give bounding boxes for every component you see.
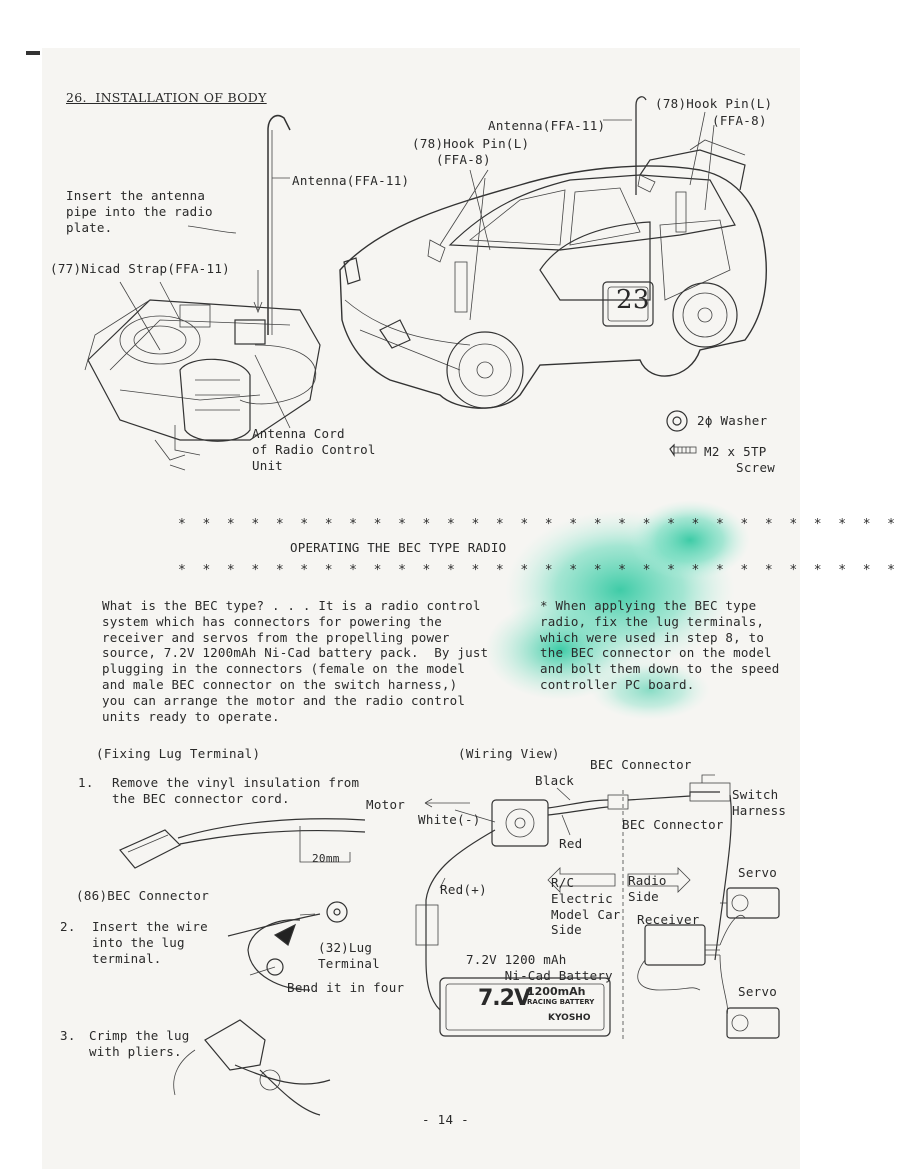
battery-voltage: 7.2V	[478, 986, 530, 1011]
label-screw: Screw	[736, 460, 776, 475]
label-switch-harness: Switch Harness	[732, 787, 787, 818]
step-2-number: 2.	[60, 919, 76, 934]
note-insert-antenna: Insert the antenna pipe into the radio plate.	[66, 188, 213, 235]
strip-length: 20mm	[312, 852, 340, 865]
label-servo-top: Servo	[738, 865, 778, 880]
label-antenna-top: Antenna(FFA-11)	[488, 118, 606, 133]
label-bec-connector-mid: BEC Connector	[622, 817, 724, 832]
car-body-drawing	[340, 97, 766, 408]
label-screw-size: M2 x 5TP	[704, 444, 767, 459]
bec-note: * When applying the BEC type radio, fix the lug terminals, which were used in step 8, to the BEC connector on the model and bolt them down to the speed controller PC board.	[540, 598, 780, 692]
label-antenna-cord: Antenna Cord of Radio Control Unit	[252, 426, 376, 473]
label-washer: 2ϕ Washer	[697, 413, 768, 428]
label-hook-pin-right-part: (FFA-8)	[712, 113, 767, 128]
bec-heading: OPERATING THE BEC TYPE RADIO	[290, 540, 507, 555]
bec-explanation: What is the BEC type? . . . It is a radio control system which has connectors for powering the receiver and servos from the propelling power source, 7.2V 1200mAh Ni-Cad battery pack. By just plugging in the connectors (female on the model and male BEC connector on the switch harness,) you can arrange the motor and the radio control units ready to operate.	[102, 598, 489, 724]
chassis-drawing	[85, 116, 320, 470]
lug-heading: (Fixing Lug Terminal)	[96, 746, 261, 761]
step-2-text: Insert the wire into the lug terminal.	[92, 919, 208, 966]
label-motor: Motor	[366, 797, 406, 812]
label-hook-pin-right: (78)Hook Pin(L)	[655, 96, 773, 111]
step-3-number: 3.	[60, 1028, 76, 1043]
step-1-number: 1.	[78, 775, 94, 790]
label-white: White(-)	[418, 812, 481, 827]
star-divider-top: * * * * * * * * * * * * * * * * * * * * * * * * * * * * * *	[178, 517, 899, 532]
label-hook-pin-left: (78)Hook Pin(L)	[412, 136, 530, 151]
label-radio-side: Radio Side	[628, 873, 667, 904]
step-1-text: Remove the vinyl insulation from the BEC connector cord.	[112, 775, 360, 806]
car-number: 23	[616, 285, 650, 315]
label-red-plus: Red(+)	[440, 882, 487, 897]
label-bec-connector-86: (86)BEC Connector	[76, 888, 210, 903]
section-title: 26. INSTALLATION OF BODY	[66, 90, 267, 105]
label-hook-pin-left-part: (FFA-8)	[436, 152, 491, 167]
label-bend: Bend it in four	[287, 980, 405, 995]
label-bec-connector-top: BEC Connector	[590, 757, 692, 772]
label-battery-spec: 7.2V 1200 mAh Ni-Cad Battery	[466, 952, 613, 983]
label-red: Red	[559, 836, 583, 851]
label-lug-terminal: (32)Lug Terminal	[318, 940, 380, 971]
battery-brand: KYOSHO	[548, 1013, 591, 1023]
star-divider-bottom: * * * * * * * * * * * * * * * * * * * * * * * * * * * * * *	[178, 563, 899, 578]
label-nicad-strap: (77)Nicad Strap(FFA-11)	[50, 261, 230, 276]
page-number: - 14 -	[422, 1112, 469, 1127]
washer-screw-symbols	[667, 411, 696, 455]
step-3-text: Crimp the lug with pliers.	[89, 1028, 190, 1059]
label-servo-bottom: Servo	[738, 984, 778, 999]
battery-type: RACING BATTERY	[527, 998, 595, 1006]
wiring-heading: (Wiring View)	[458, 746, 560, 761]
label-antenna-left: Antenna(FFA-11)	[292, 173, 410, 188]
label-black: Black	[535, 773, 575, 788]
battery-capacity: 1200mAh	[527, 985, 586, 998]
label-rc-side: R/C Electric Model Car Side	[551, 875, 621, 938]
label-receiver: Receiver	[637, 912, 700, 927]
